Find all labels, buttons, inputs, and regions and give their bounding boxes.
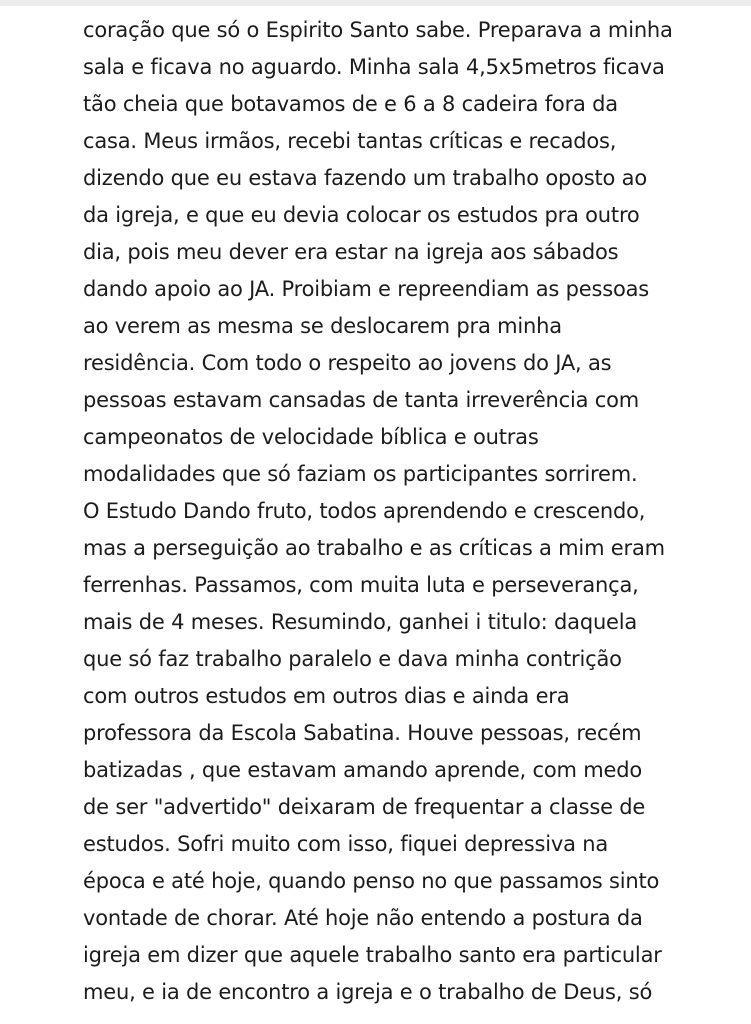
text-line: campeonatos de velocidade bíblica e outras — [83, 425, 539, 449]
text-line: dando apoio ao JA. Proibiam e repreendiam as pessoas — [83, 277, 650, 301]
text-line: com outros estudos em outros dias e ainda era — [83, 684, 570, 708]
text-line: professora da Escola Sabatina. Houve pessoas, recém — [83, 721, 642, 745]
text-line: época e até hoje, quando penso no que passamos sinto — [83, 869, 660, 893]
text-line: igreja em dizer que aquele trabalho santo era particular — [83, 943, 662, 967]
text-line: dizendo que eu estava fazendo um trabalho oposto ao — [83, 166, 647, 190]
text-line: da igreja, e que eu devia colocar os estudos pra outro — [83, 203, 640, 227]
text-line: mais de 4 meses. Resumindo, ganhei i titulo: daquela — [83, 610, 638, 634]
text-line: que só faz trabalho paralelo e dava minha contrição — [83, 647, 622, 671]
text-line: ao verem as mesma se deslocarem pra minha — [83, 314, 562, 338]
text-line: sala e ficava no aguardo. Minha sala 4,5x5metros ficava — [83, 55, 665, 79]
text-line: coração que só o Espirito Santo sabe. Preparava a minha — [83, 18, 673, 42]
text-line: dia, pois meu dever era estar na igreja aos sábados — [83, 240, 619, 264]
top-edge-strip — [0, 0, 751, 6]
text-line: de ser "advertido" deixaram de frequentar a classe de — [83, 795, 646, 819]
text-line: pessoas estavam cansadas de tanta irreverência com — [83, 388, 640, 412]
text-line: residência. Com todo o respeito ao jovens do JA, as — [83, 351, 612, 375]
text-line: meu, e ia de encontro a igreja e o trabalho de Deus, só — [83, 980, 653, 1004]
text-line: tão cheia que botavamos de e 6 a 8 cadeira fora da — [83, 92, 618, 116]
text-line: ferrenhas. Passamos, com muita luta e perseverança, — [83, 573, 639, 597]
document-text — [83, 12, 723, 1011]
text-line: mas a perseguição ao trabalho e as críticas a mim eram — [83, 536, 665, 560]
text-line: estudos. Sofri muito com isso, fiquei depressiva na — [83, 832, 609, 856]
text-line: modalidades que só faziam os participantes sorrirem. — [83, 462, 638, 486]
text-line: vontade de chorar. Até hoje não entendo a postura da — [83, 906, 643, 930]
text-line: casa. Meus irmãos, recebi tantas críticas e recados, — [83, 129, 617, 153]
text-line: batizadas , que estavam amando aprende, com medo — [83, 758, 642, 782]
text-line: O Estudo Dando fruto, todos aprendendo e crescendo, — [83, 499, 646, 523]
